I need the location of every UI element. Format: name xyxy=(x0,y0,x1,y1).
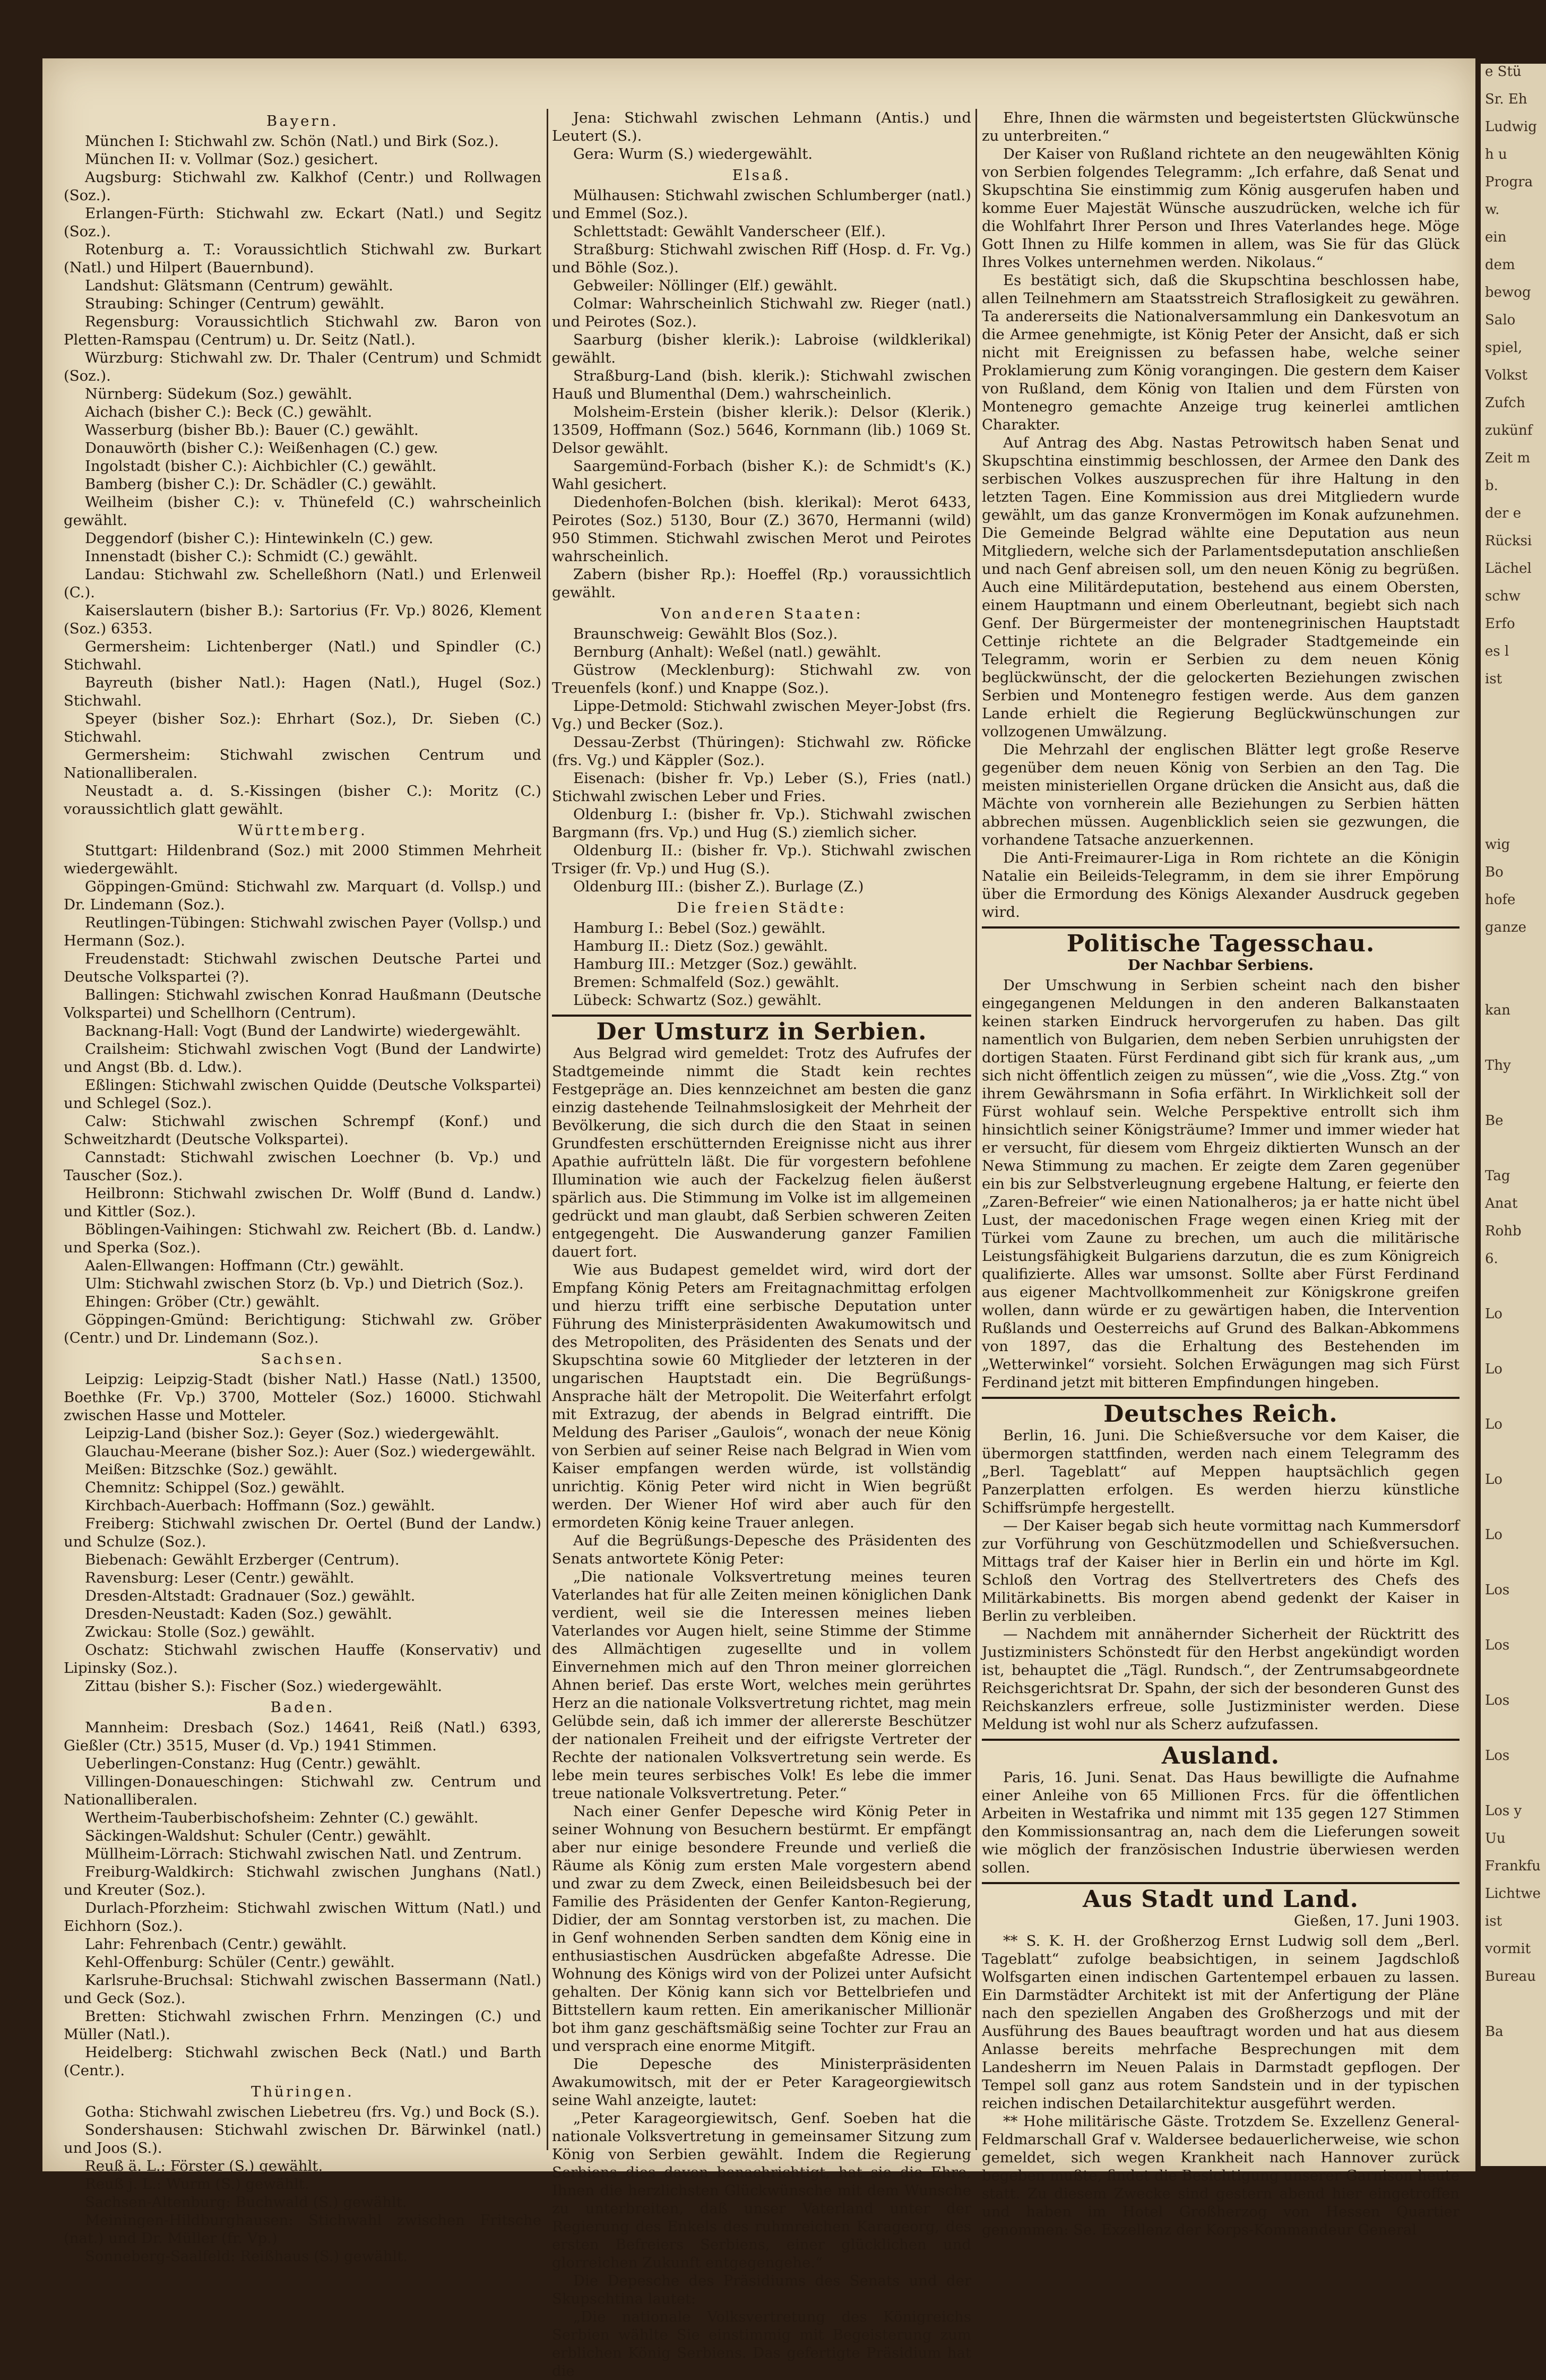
paragraph: — Der Kaiser begab sich heute vormittag nach Kummersdorf zur Vorführung von Geschützmodellen und Schießversuchen. Mittags traf der Kaiser hier in Berlin ein und hörte im Kgl. Schloß den Vortrag des Stellvertreters des Chefs des Militärkabinetts. Bis morgen abend gedenkt der Kaiser in Berlin zu verbleiben. xyxy=(982,1517,1459,1625)
paragraph: Chemnitz: Schippel (Soz.) gewählt. xyxy=(85,1479,345,1496)
paragraph: Säckingen-Waldshut: Schuler (Centr.) gewählt. xyxy=(85,1827,431,1844)
paragraph: Freiburg-Waldkirch: Stichwahl zwischen Junghans (Natl.) und Kreuter (Soz.). xyxy=(64,1863,541,1898)
article-body-reich xyxy=(982,1427,1459,1733)
section-heading-elsass: Elsaß. xyxy=(732,167,791,184)
paragraph: Zittau (bisher S.): Fischer (Soz.) wiedergewählt. xyxy=(85,1678,443,1695)
strip-text-fragment xyxy=(1481,754,1546,781)
paragraph: Germersheim: Lichtenberger (Natl.) und Spindler (C.) Stichwahl. xyxy=(64,638,541,673)
strip-text-fragment xyxy=(1481,1085,1546,1113)
strip-text-fragment: Lächel xyxy=(1485,561,1532,577)
paragraph: Bamberg (bisher C.): Dr. Schädler (C.) gewählt. xyxy=(85,476,437,493)
paragraph: Braunschweig: Gewählt Blos (Soz.). xyxy=(573,625,838,642)
paragraph: Erlangen-Fürth: Stichwahl zw. Eckart (Natl.) und Segitz (Soz.). xyxy=(64,205,541,240)
strip-text-fragment xyxy=(1481,1554,1546,1582)
paragraph: Ravensburg: Leser (Centr.) gewählt. xyxy=(85,1569,355,1586)
strip-text-fragment xyxy=(1481,2079,1546,2107)
strip-text-fragment: Lo xyxy=(1485,1361,1502,1377)
paragraph: Ulm: Stichwahl zwischen Storz (b. Vp.) und Dietrich (Soz.). xyxy=(85,1275,524,1292)
paragraph: Sondershausen: Stichwahl zwischen Dr. Bärwinkel (natl.) und Joos (S.). xyxy=(64,2121,541,2156)
wuerttemberg-list xyxy=(64,841,541,1347)
paragraph: Meißen: Bitzschke (Soz.) gewählt. xyxy=(85,1461,338,1478)
strip-text-fragment: Frankfu xyxy=(1485,1858,1541,1874)
strip-text-fragment: Progra xyxy=(1485,174,1533,190)
section-divider xyxy=(982,1739,1459,1741)
strip-text-fragment: Volkst xyxy=(1485,367,1527,383)
paragraph: Oschatz: Stichwahl zwischen Hauffe (Konservativ) und Lipinsky (Soz.). xyxy=(64,1642,541,1677)
paragraph: Die Depesche des Ministerpräsidenten Awakumowitsch, mit der er Peter Karageorgiewitsch seine Wahl anzeigte, lautet: xyxy=(552,2056,971,2109)
article-title-umsturz: Der Umsturz in Serbien. xyxy=(596,1018,927,1045)
paragraph: Dresden-Altstadt: Gradnauer (Soz.) gewählt. xyxy=(85,1587,416,1604)
paragraph: Straßburg: Stichwahl zwischen Riff (Hosp. d. Fr. Vg.) und Böhle (Soz.). xyxy=(552,241,971,276)
paragraph: Cannstadt: Stichwahl zwischen Loechner (b. Vp.) und Tauscher (Soz.). xyxy=(64,1149,541,1184)
paragraph: „Die nationale Volksvertretung des Königreichs Serbien wählte Sie einstimmig mit Begeisterung zum erblichen König Serbiens. Das gefertigte Präsidium hat die xyxy=(552,2308,971,2379)
paragraph: Berlin, 16. Juni. Die Schießversuche vor dem Kaiser, die übermorgen stattfinden, werden nach einem Telegramm des „Berl. Tageblatt“ auf Meppen hauptsächlich gegen Panzerplatten erfolgen. Es werden hierzu künstliche Schiffsrümpfe hergestellt. xyxy=(982,1427,1459,1516)
paragraph: Villingen-Donaueschingen: Stichwahl zw. Centrum und Nationalliberalen. xyxy=(64,1773,541,1808)
paragraph: Mannheim: Dresbach (Soz.) 14641, Reiß (Natl.) 6393, Gießler (Ctr.) 3515, Muser (d. Vp.) 1941 Stimmen. xyxy=(64,1719,541,1754)
strip-text-fragment: Lo xyxy=(1485,1472,1502,1488)
strip-text-fragment xyxy=(1481,1996,1546,2024)
section-heading-wuerttemberg: Württemberg. xyxy=(238,822,367,839)
paragraph: Regensburg: Voraussichtlich Stichwahl zw. Baron von Pletten-Ramspau (Centrum) u. Dr. Seitz (Natl.). xyxy=(64,313,541,348)
paragraph: Biebenach: Gewählt Erzberger (Centrum). xyxy=(85,1551,400,1568)
strip-text-fragment: Salo xyxy=(1485,312,1516,328)
section-title-ausland: Ausland. xyxy=(1161,1742,1280,1769)
paragraph: Böblingen-Vaihingen: Stichwahl zw. Reichert (Bb. d. Landw.) und Sperka (Soz.). xyxy=(64,1221,541,1256)
article-body-ausland xyxy=(982,1768,1459,1877)
paragraph: Nach einer Genfer Depesche wird König Peter in seiner Wohnung von Besuchern bestürmt. Er empfängt aber nur einige besondere Freunde und verließ die Räume als König zum ersten Male vorgestern abend und zwar zu dem Zweck, einen Beileidsbesuch bei der Familie des Präsidenten der Genfer Kanton-Regierung, Didier, der am Sonntag verstorben ist, zu machen. Die in Genf wohnenden Serben sandten dem König eine in enthusiastischen Ausdrücken abgefaßte Adresse. Die Wohnung des Königs wird von der Polizei unter Aufsicht gehalten. Der König kann sich vor Bettelbriefen und Bittstellern kaum retten. Ein amerikanischer Millionär bot ihm ganz geschäftsmäßig seine Tochter zur Frau an und versprach eine enorme Mitgift. xyxy=(552,1803,971,2055)
section-divider xyxy=(982,926,1459,929)
paragraph: Sonneberg-Saalfeld: Reißhaus (S.) gewählt. xyxy=(85,2248,408,2265)
article-body-stadt xyxy=(982,1932,1459,2239)
column-rule xyxy=(975,109,977,2150)
paragraph: Es bestätigt sich, daß die Skupschtina beschlossen habe, allen Teilnehmern am Staatsstreich Straflosigkeit zu gewähren. Ta andererseits die Nationalversammlung ein Dankesvotum an die Armee genehmigte, ist König Peter der Ansicht, daß er sich nicht mit Ereignissen zu befassen habe, welche seiner Proklamierung zum König vorangingen. Die gestern dem Kaiser von Rußland, dem König von Italien und dem Fürsten von Montenegro gemachte Anzeige trug keinerlei amtlichen Charakter. xyxy=(982,272,1459,433)
paragraph: Bayreuth (bisher Natl.): Hagen (Natl.), Hugel (Soz.) Stichwahl. xyxy=(64,674,541,709)
paragraph: ** S. K. H. der Großherzog Ernst Ludwig soll dem „Berl. Tageblatt“ zufolge beabsichtigen, in seinem Jagdschloß Wolfsgarten einen indischen Gartentempel erbauen zu lassen. Ein Darmstädter Architekt ist mit der Anfertigung der Pläne nach den speziellen Angaben des Großherzogs und mit der Ausführung des Baues beauftragt worden und hat aus diesem Anlasse bereits mehrfache Besprechungen mit dem Landesherrn im Neuen Palais in Darmstadt gepflogen. Der Tempel soll ganz aus rotem Sandstein und in der typischen reichen indischen Detailarchitektur ausgeführt werden. xyxy=(982,1932,1459,2112)
strip-text-fragment: ein xyxy=(1485,229,1507,245)
paragraph: Zwickau: Stolle (Soz.) gewählt. xyxy=(85,1623,315,1640)
paragraph: Dresden-Neustadt: Kaden (Soz.) gewählt. xyxy=(85,1605,392,1622)
sachsen-list xyxy=(64,1370,541,1695)
section-heading-bayern: Bayern. xyxy=(266,113,339,130)
article-body-politik xyxy=(982,976,1459,1391)
strip-text-fragment: es l xyxy=(1485,643,1509,659)
paragraph: Hamburg I.: Bebel (Soz.) gewählt. xyxy=(573,920,826,936)
strip-text-fragment: Be xyxy=(1485,1113,1504,1129)
paragraph: Aalen-Ellwangen: Hoffmann (Ctr.) gewählt. xyxy=(85,1257,404,1274)
paragraph: Aichach (bisher C.): Beck (C.) gewählt. xyxy=(85,403,373,420)
paragraph: Landau: Stichwahl zw. Schelleßhorn (Natl.) und Erlenweil (C.). xyxy=(64,566,541,601)
paragraph: Hamburg III.: Metzger (Soz.) gewählt. xyxy=(573,956,858,973)
strip-text-fragment: kan xyxy=(1485,1002,1511,1018)
strip-text-fragment xyxy=(1481,1389,1546,1416)
strip-text-fragment xyxy=(1481,2051,1546,2079)
paragraph: Deggendorf (bisher C.): Hintewinkeln (C.) gew. xyxy=(85,530,434,547)
paragraph: München I: Stichwahl zw. Schön (Natl.) und Birk (Soz.). xyxy=(85,133,499,150)
strip-text-fragment: e Stü xyxy=(1485,64,1522,80)
paragraph: Bernburg (Anhalt): Weßel (natl.) gewählt. xyxy=(573,643,882,660)
paragraph: Ballingen: Stichwahl zwischen Konrad Haußmann (Deutsche Volkspartei) und Schellhorn (Centrum). xyxy=(64,986,541,1021)
paragraph: Wertheim-Tauberbischofsheim: Zehnter (C.) gewählt. xyxy=(85,1809,479,1826)
paragraph: Aus Belgrad wird gemeldet: Trotz des Aufrufes der Stadtgemeinde nimmt die Stadt kein rechtes Festgepräge an. Dies kennzeichnet am besten die ganz einzig dastehende Teilnahmslosigkeit der Mehrheit der Bevölkerung, die sich durch die den Staat in seinen Grundfesten erschütternden Ereignisse nicht aus ihrer Apathie aufrütteln läßt. Die für vorgestern befohlene Illumination wie auch der Fackelzug fielen äußerst spärlich aus. Die Stimmung im Volke ist im allgemeinen gedrückt und man glaubt, daß Serbien schweren Zeiten entgegengeht. Die Auswanderung ganzer Familien dauert fort. xyxy=(552,1045,971,1260)
paragraph: Heilbronn: Stichwahl zwischen Dr. Wolff (Bund d. Landw.) und Kittler (Soz.). xyxy=(64,1185,541,1220)
strip-text-fragment xyxy=(1481,1140,1546,1168)
paragraph: Hamburg II.: Dietz (Soz.) gewählt. xyxy=(573,938,828,955)
paragraph: Saarburg (bisher klerik.): Labroise (wildklerikal) gewählt. xyxy=(552,331,971,366)
strip-text-fragment: Sr. Eh xyxy=(1485,91,1527,107)
strip-text-fragment: Lo xyxy=(1485,1416,1502,1432)
strip-text-fragment xyxy=(1481,947,1546,975)
paragraph: Zabern (bisher Rp.): Hoeffel (Rp.) voraussichtlich gewählt. xyxy=(552,566,971,601)
paragraph: Colmar: Wahrscheinlich Stichwahl zw. Rieger (natl.) und Peirotes (Soz.). xyxy=(552,295,971,330)
paragraph: Güstrow (Mecklenburg): Stichwahl zw. von Treuenfels (konf.) und Knappe (Soz.). xyxy=(552,661,971,697)
strip-text-fragment xyxy=(1481,699,1546,726)
section-divider xyxy=(982,1882,1459,1884)
strip-text-fragment xyxy=(1481,1444,1546,1472)
section-heading-thueringen: Thüringen. xyxy=(251,2083,354,2100)
paragraph: Diedenhofen-Bolchen (bish. klerikal): Merot 6433, Peirotes (Soz.) 5130, Bour (Z.) 3670, Hermanni (wild) 950 Stimmen. Stichwahl zwischen Merot und Peirotes wahrscheinlich. xyxy=(552,494,971,565)
thueringen-continued xyxy=(552,109,971,163)
column-rule xyxy=(547,109,548,2150)
paragraph: Mülhausen: Stichwahl zwischen Schlumberger (natl.) und Emmel (Soz.). xyxy=(552,187,971,222)
strip-text-fragment: Rücksi xyxy=(1485,533,1532,549)
paragraph: Lahr: Fehrenbach (Centr.) gewählt. xyxy=(85,1936,347,1953)
adjacent-page-strip xyxy=(1481,64,1546,2166)
paragraph: Auf die Begrüßungs-Depesche des Präsidenten des Senats antwortete König Peter: xyxy=(552,1532,971,1567)
paragraph: Oldenburg I.: (bisher fr. Vp.). Stichwahl zwischen Bargmann (frs. Vp.) und Hug (S.) ziemlich sicher. xyxy=(552,806,971,841)
freie-list xyxy=(552,919,971,1009)
paragraph: Göppingen-Gmünd: Berichtigung: Stichwahl zw. Gröber (Centr.) und Dr. Lindemann (Soz.). xyxy=(64,1311,541,1346)
strip-text-fragment: hofe xyxy=(1485,892,1516,908)
paragraph: Wasserburg (bisher Bb.): Bauer (C.) gewählt. xyxy=(85,422,419,439)
paragraph: Wie aus Budapest gemeldet wird, wird dort der Empfang König Peters am Freitagnachmittag erfolgen und hierzu trifft eine serbische Deputation unter Führung des Ministerpräsidenten Awakumowitsch und des Metropoliten, des Präsidenten des Senats und der Skupschtina sowie 60 Mitglieder der letzteren in der ungarischen Hauptstadt ein. Die Begrüßungs-Ansprache hält der Metropolit. Die Weiterfahrt erfolgt mit Extrazug, der abends in Belgrad eintrifft. Die Meldung des Pariser „Gaulois“, wonach der neue König von Serbien auf seiner Reise nach Belgrad in Wien vom Kaiser empfangen werden würde, ist vollständig unrichtig. König Peter wird nicht in Wien begrüßt werden. Der Wiener Hof wird aber auch für den ermordeten König keine Trauer anlegen. xyxy=(552,1261,971,1531)
paragraph: Gotha: Stichwahl zwischen Liebetreu (frs. Vg.) und Bock (S.). xyxy=(85,2103,540,2120)
section-title-reich: Deutsches Reich. xyxy=(1103,1400,1338,1428)
paragraph: Schlettstadt: Gewählt Vanderscheer (Elf.). xyxy=(573,223,886,240)
paragraph: Meiningen-Hildburghausen: Stichwahl zwischen Fritsche (nat.) und Dr. Müller (fr. Vp.) xyxy=(64,2212,541,2247)
thueringen-list xyxy=(64,2103,541,2265)
paragraph: Ehingen: Gröber (Ctr.) gewählt. xyxy=(85,1293,320,1310)
strip-text-fragment xyxy=(1481,1665,1546,1692)
paragraph: Weilheim (bisher C.): v. Thünefeld (C.) wahrscheinlich gewählt. xyxy=(64,494,541,529)
strip-text-fragment: h u xyxy=(1485,147,1507,162)
paragraph: Speyer (bisher Soz.): Ehrhart (Soz.), Dr. Sieben (C.) Stichwahl. xyxy=(64,710,541,745)
paragraph: Backnang-Hall: Vogt (Bund der Landwirte) wiedergewählt. xyxy=(85,1023,521,1039)
strip-text-fragment: Lo xyxy=(1485,1306,1502,1322)
column-election-results-2 xyxy=(552,109,971,2379)
column-election-results-1 xyxy=(64,109,541,2265)
paragraph: Der Kaiser von Rußland richtete an den neugewählten König von Serbien folgendes Telegramm: „Ich erfahre, daß Senat und Skupschtina Sie einstimmig zum König ausgerufen haben und komme Euer Majestät Wünsche auszudrücken, welche ich für die Wohlfahrt Ihrer Person und Ihres Vaterlandes hege. Möge Gott Ihnen zu Hilfe kommen in allem, was Sie für das Glück Ihres Volkes unternehmen werden. Nikolaus.“ xyxy=(982,145,1459,271)
paragraph: Germersheim: Stichwahl zwischen Centrum und Nationalliberalen. xyxy=(64,746,541,781)
strip-text-fragment: Thy xyxy=(1485,1058,1511,1073)
paragraph: Donauwörth (bisher C.): Weißenhagen (C.) gew. xyxy=(85,440,438,457)
strip-text-fragment: Bureau xyxy=(1485,1969,1536,1984)
paragraph: München II: v. Vollmar (Soz.) gesichert. xyxy=(85,151,378,168)
strip-text-fragment: der e xyxy=(1485,505,1522,521)
strip-text-fragment: Tag xyxy=(1485,1168,1510,1184)
section-divider xyxy=(982,1397,1459,1399)
paragraph: Stuttgart: Hildenbrand (Soz.) mit 2000 Stimmen Mehrheit wiedergewählt. xyxy=(64,842,541,877)
paragraph: Gebweiler: Nöllinger (Elf.) gewählt. xyxy=(573,277,838,294)
paragraph: Kaiserslautern (bisher B.): Sartorius (Fr. Vp.) 8026, Klement (Soz.) 6353. xyxy=(64,602,541,637)
paragraph: Augsburg: Stichwahl zw. Kalkhof (Centr.) und Rollwagen (Soz.). xyxy=(64,169,541,204)
strip-text-fragment: schw xyxy=(1485,588,1521,604)
strip-text-fragment: Ludwig xyxy=(1485,119,1537,135)
paragraph: Müllheim-Lörrach: Stichwahl zwischen Natl. und Zentrum. xyxy=(85,1845,522,1862)
paragraph: Karlsruhe-Bruchsal: Stichwahl zwischen Bassermann (Natl.) und Geck (Soz.). xyxy=(64,1972,541,2007)
strip-text-fragment: zukünf xyxy=(1485,423,1533,439)
section-title-stadt: Aus Stadt und Land. xyxy=(1083,1886,1359,1913)
paragraph: Eßlingen: Stichwahl zwischen Quidde (Deutsche Volkspartei) und Schlegel (Soz.). xyxy=(64,1077,541,1112)
paragraph: Bremen: Schmalfeld (Soz.) gewählt. xyxy=(573,974,840,991)
strip-text-fragment: Los xyxy=(1485,1582,1510,1598)
paragraph: Durlach-Pforzheim: Stichwahl zwischen Wittum (Natl.) und Eichhorn (Soz.). xyxy=(64,1900,541,1935)
paragraph: Reuß j. L.: Wurm (S.) gewählt. xyxy=(85,2176,309,2193)
paragraph: Straßburg-Land (bish. klerik.): Stichwahl zwischen Hauß und Blumenthal (Dem.) wahrscheinlich. xyxy=(552,367,971,402)
paragraph: Der Umschwung in Serbien scheint nach den bisher eingegangenen Meldungen in den anderen Balkanstaaten keinen starken Eindruck hervorgerufen zu haben. Das gilt namentlich von Bulgarien, dem neben Serbien unruhigsten der dortigen Staaten. Fürst Ferdinand gibt sich für krank aus, „um sich nicht öffentlich zeigen zu müssen“, wie die „Voss. Ztg.“ von ihrem Gewährsmann in Sofia erfährt. In Wirklichkeit soll der Fürst wohlauf sein. Welche Perspektive entrollt sich ihm hinsichtlich seiner Königsträume? Immer und immer wieder hat er versucht, für diesem vom Ehrgeiz diktierten Wunsch an der Newa Stimmung zu machen. Er zeigte dem Zaren gegenüber ein bis zur Selbstverleugnung ergebene Haltung, er feierte den „Zaren-Befreier“ wie einen Nationalheros; ja er hatte nicht übel Lust, der macedonischen Frage wegen einen Krieg mit der Türkei vom Zaune zu brechen, um auch die militärische Leistungsfähigkeit Bulgariens darzutun, die es zum Königreich qualifizierte. Alles war umsonst. Sollte aber Fürst Ferdinand aus eigener Machtvollkommenheit zur Königskrone greifen wollen, dann würde er zu gewärtigen haben, die Intervention Rußlands und Oesterreichs auf Grund des Balkan-Abkommens von 1897, das die Erhaltung des Bestehenden im „Wetterwinkel“ vorsieht. Solchen Erwägungen mag sich Fürst Ferdinand jetzt mit bitteren Empfindungen hingeben. xyxy=(982,977,1459,1391)
baden-list xyxy=(64,1719,541,2080)
paragraph: Freudenstadt: Stichwahl zwischen Deutsche Partei und Deutsche Volkspartei (?). xyxy=(64,950,541,985)
strip-text-fragment: Anat xyxy=(1485,1196,1518,1212)
paragraph: Die Anti-Freimaurer-Liga in Rom richtete an die Königin Natalie ein Beileids-Telegramm, in dem sie ihrer Empörung über die Ermordung des Königs Alexander Ausdruck gegeben wird. xyxy=(982,849,1459,921)
strip-text-fragment xyxy=(1481,1278,1546,1306)
article-body-umsturz xyxy=(552,1044,971,2380)
strip-text-fragment xyxy=(1481,975,1546,1002)
andere-list xyxy=(552,625,971,896)
paragraph: Reuß ä. L.: Förster (S.) gewählt. xyxy=(85,2158,323,2175)
strip-text-fragment xyxy=(1481,2107,1546,2134)
strip-text-fragment: b. xyxy=(1485,478,1498,494)
section-heading-andere: Von anderen Staaten: xyxy=(660,605,863,622)
paragraph: Ingolstadt (bisher C.): Aichbichler (C.) gewählt. xyxy=(85,458,437,475)
strip-text-fragment xyxy=(1481,1334,1546,1361)
dateline: Gießen, 17. Juni 1903. xyxy=(1293,1912,1459,1929)
paragraph: Landshut: Glätsmann (Centrum) gewählt. xyxy=(85,277,393,294)
strip-text-fragment: Los xyxy=(1485,1748,1510,1764)
paragraph: Auf Antrag des Abg. Nastas Petrowitsch haben Senat und Skupschtina einstimmig beschlossen, der Armee den Dank des serbischen Volkes auszusprechen für ihre Haltung in den letzten Tagen. Eine Kommission aus drei Mitgliedern wurde gewählt, um das ganze Kronvermögen im Konak aufzunehmen. Die Gemeinde Belgrad wählte eine Deputation aus neun Mitgliedern, welche sich der Parlamentsdeputation anschließen und nach Genf abreisen soll, um den neuen König zu begrüßen. Auch eine Militärdeputation, bestehend aus einem Obersten, einem Hauptmann und einem Oberleutnant, begiebt sich nach Genf. Der Bürgermeister der montenegrinischen Hauptstadt Cettinje richtete an die Belgrader Stadtgemeinde ein Telegramm, worin er Serbien zu dem neuen König beglückwünscht, der die gelockerten Beziehungen zwischen Serbien und Montenegro festigen werde. Aus dem ganzen Lande erhielt die Regierung Beglückwünschungen zur vollzogenen Umwälzung. xyxy=(982,434,1459,740)
paragraph: Gera: Wurm (S.) wiedergewählt. xyxy=(573,145,813,162)
strip-text-fragment: Lo xyxy=(1485,1527,1502,1543)
paragraph: Freiberg: Stichwahl zwischen Dr. Oertel (Bund der Landw.) und Schulze (Soz.). xyxy=(64,1515,541,1550)
article-subtitle-nachbar: Der Nachbar Serbiens. xyxy=(1127,957,1314,974)
paragraph: Oldenburg III.: (bisher Z.). Burlage (Z.) xyxy=(573,878,864,895)
paragraph: Straubing: Schinger (Centrum) gewählt. xyxy=(85,295,385,312)
paragraph: „Die nationale Volksvertretung meines teuren Vaterlandes hat für alle Zeiten meinen königlichen Dank verdient, weil sie die Interessen meines lieben Vaterlandes vor Augen hielt, seine Stimme der Stimme des Allmächtigen zugesellte und in vollem Einvernehmen mich auf den Thron meiner glorreichen Ahnen berief. Das erste Wort, welches mein gerührtes Herz an die nationale Volksvertretung richtet, mag mein Gelübde sein, daß ich immer der allererste Beschützer der nationalen Freiheit und der eifrigste Vertreter der Rechte der nationalen Volksvertretung sein werde. Es lebe mein teures serbisches Volk! Es lebe die immer treue nationale Volksvertretung. Peter.“ xyxy=(552,1568,971,1802)
paragraph: Rotenburg a. T.: Voraussichtlich Stichwahl zw. Burkart (Natl.) und Hilpert (Bauernbund). xyxy=(64,241,541,276)
section-heading-baden: Baden. xyxy=(270,1699,335,1716)
paragraph: „Peter Karageorgiewitsch, Genf. Soeben hat die nationale Volksvertretung in gemeinsamer Sitzung zum König von Serbien gewählt. Indem die Regierung Serbiens dies davon benachrichtigt, hat sie die Ehre, Ihnen die herzlichsten Glückwünsche mit dem Wunsche zu unterbreiten, daß unser Vaterland unter der Regierung des Enkels des ruhmreichen Karageorg, des ersten Befreiers Serbiens, einer glücklichen und glorreichen Zukunft entgegengehe.“ xyxy=(552,2110,971,2271)
paragraph: Bretten: Stichwahl zwischen Frhrn. Menzingen (C.) und Müller (Natl.). xyxy=(64,2008,541,2043)
strip-text-fragment xyxy=(1481,726,1546,754)
strip-text-fragment: Zeit m xyxy=(1485,450,1531,466)
section-heading-freie: Die freien Städte: xyxy=(677,899,847,916)
section-heading-sachsen: Sachsen. xyxy=(261,1351,344,1368)
paragraph: Göppingen-Gmünd: Stichwahl zw. Marquart (d. Vollsp.) und Dr. Lindemann (Soz.). xyxy=(64,878,541,913)
paragraph: Würzburg: Stichwahl zw. Dr. Thaler (Centrum) und Schmidt (Soz.). xyxy=(64,349,541,384)
strip-text-fragment: bewog xyxy=(1485,285,1531,300)
paragraph: Saargemünd-Forbach (bisher K.): de Schmidt's (K.) Wahl gesichert. xyxy=(552,458,971,493)
paragraph: Nürnberg: Südekum (Soz.) gewählt. xyxy=(85,385,352,402)
strip-text-fragment xyxy=(1481,781,1546,809)
paragraph: Dessau-Zerbst (Thüringen): Stichwahl zw. Röficke (frs. Vg.) und Käppler (Soz.). xyxy=(552,734,971,769)
paragraph: Leipzig-Land (bisher Soz.): Geyer (Soz.) wiedergewählt. xyxy=(85,1425,499,1442)
paragraph: Heidelberg: Stichwahl zwischen Beck (Natl.) und Barth (Centr.). xyxy=(64,2044,541,2079)
strip-text-fragment: Los xyxy=(1485,1637,1510,1653)
paragraph: Ueberlingen-Constanz: Hug (Centr.) gewählt. xyxy=(85,1755,421,1772)
paragraph: Kehl-Offenburg: Schüler (Centr.) gewählt. xyxy=(85,1954,395,1971)
paragraph: — Nachdem mit annähernder Sicherheit der Rücktritt des Justizministers Schönstedt für den Herbst angekündigt worden ist, behauptet die „Tägl. Rundsch.“, der Zentrumsabgeordnete Reichsgerichtsrat Dr. Spahn, der sich der besonderen Gunst des Reichskanzlers erfreue, solle Justizminister werden. Diese Meldung ist wohl nur als Scherz aufzufassen. xyxy=(982,1626,1459,1733)
paragraph: Sachsen-Altenburg: Buchwald (S.) gewählt. xyxy=(85,2194,407,2211)
strip-text-fragment: wig xyxy=(1485,837,1510,853)
newspaper-page xyxy=(42,58,1475,2379)
strip-text-fragment: Rohb xyxy=(1485,1223,1522,1239)
strip-text-fragment: Erfo xyxy=(1485,616,1515,632)
strip-text-fragment: dem xyxy=(1485,257,1515,273)
paragraph: Kirchbach-Auerbach: Hoffmann (Soz.) gewählt. xyxy=(85,1497,435,1514)
section-title-politik: Politische Tagesschau. xyxy=(1066,930,1375,957)
strip-text-fragment: Los y xyxy=(1485,1803,1522,1819)
strip-text-fragment xyxy=(1481,1775,1546,1803)
strip-text-fragment: ist xyxy=(1485,1913,1502,1929)
paragraph: Neustadt a. d. S.-Kissingen (bisher C.): Moritz (C.) voraussichtlich glatt gewählt. xyxy=(64,783,541,818)
paragraph: Calw: Stichwahl zwischen Schrempf (Konf.) und Schweitzhardt (Deutsche Volkspartei). xyxy=(64,1113,541,1148)
strip-text-fragment xyxy=(1481,1030,1546,1058)
strip-text-fragment: Bo xyxy=(1485,864,1504,880)
section-divider xyxy=(552,1015,971,1017)
paragraph: Innenstadt (bisher C.): Schmidt (C.) gewählt. xyxy=(85,548,418,565)
strip-text-fragment xyxy=(1481,1720,1546,1748)
bayern-list xyxy=(64,132,541,818)
strip-text-fragment: Lichtwe xyxy=(1485,1886,1541,1902)
column-news xyxy=(982,109,1459,2238)
strip-text-fragment: Los xyxy=(1485,1692,1510,1708)
strip-text-fragment: 6. xyxy=(1485,1251,1498,1267)
paragraph: Lippe-Detmold: Stichwahl zwischen Meyer-Jobst (frs. Vg.) und Becker (Soz.). xyxy=(552,698,971,733)
strip-text-fragment xyxy=(1481,809,1546,837)
paragraph: Die Depesche des Präsidiums des Senats und der Skupschtina lautet: xyxy=(552,2272,971,2307)
paragraph: Lübeck: Schwartz (Soz.) gewählt. xyxy=(573,992,822,1009)
strip-text-fragment: Zufch xyxy=(1485,395,1525,411)
strip-text-fragment: Ba xyxy=(1485,2024,1504,2040)
strip-text-fragment: vormit xyxy=(1485,1941,1531,1957)
paragraph: ** Hohe militärische Gäste. Trotzdem Se. Exzellenz General-Feldmarschall Graf v. Waldersee bedauerlicherweise, wie schon gemeldet, sich wegen Krankheit nach Hannover zurück begeben mußte, findet die Besichtigung unserer Garnison heute statt. Zu diesem Zwecke sind gestern abend hier eingetroffen und haben im Hotel Großherzog von Hessen Quartier genommen: Se. Exzellenz der Korps-Kommandeur General xyxy=(982,2113,1459,2238)
paragraph: Die Mehrzahl der englischen Blätter legt große Reserve gegenüber dem neuen König von Serbien an den Tag. Die meisten ministeriellen Organe drücken die Ansicht aus, daß die Mächte von vornherein alle Beziehungen zu Serbien hätten abbrechen müssen. Augenblicklich seien sie gezwungen, die vorhandene Tatsache anzuerkennen. xyxy=(982,741,1459,848)
strip-text-fragment: ganze xyxy=(1485,920,1526,935)
paragraph: Jena: Stichwahl zwischen Lehmann (Antis.) und Leutert (S.). xyxy=(552,109,971,144)
paragraph: Glauchau-Meerane (bisher Soz.): Auer (Soz.) wiedergewählt. xyxy=(85,1443,536,1460)
strip-text-fragment xyxy=(1481,1499,1546,1527)
paragraph: Crailsheim: Stichwahl zwischen Vogt (Bund der Landwirte) und Angst (Bb. d. Ldw.). xyxy=(64,1041,541,1076)
paragraph: Reutlingen-Tübingen: Stichwahl zwischen Payer (Vollsp.) und Hermann (Soz.). xyxy=(64,914,541,949)
strip-text-fragment xyxy=(1481,1610,1546,1637)
paragraph: Molsheim-Erstein (bisher klerik.): Delsor (Klerik.) 13509, Hoffmann (Soz.) 5646, Kornmann (lib.) 1069 St. Delsor gewählt. xyxy=(552,403,971,457)
elsass-list xyxy=(552,186,971,602)
strip-text-fragment: ist xyxy=(1485,671,1502,687)
paragraph: Paris, 16. Juni. Senat. Das Haus bewilligte die Aufnahme einer Anleihe von 65 Millionen Frcs. für die öffentlichen Arbeiten in Westafrika und nimmt mit 135 gegen 127 Stimmen den Kommissionsantrag an, nach dem die Lieferungen soweit wie möglich der französischen Industrie überwiesen werden sollen. xyxy=(982,1769,1459,1876)
strip-text-fragment: w. xyxy=(1485,202,1500,218)
strip-text-fragment: spiel, xyxy=(1485,340,1523,356)
paragraph: Eisenach: (bisher fr. Vp.) Leber (S.), Fries (natl.) Stichwahl zwischen Leber und Fries. xyxy=(552,770,971,805)
paragraph: Ehre, Ihnen die wärmsten und begeistertsten Glückwünsche zu unterbreiten.“ xyxy=(982,109,1459,144)
strip-text-fragment: Uu xyxy=(1485,1831,1506,1846)
paragraph: Leipzig: Leipzig-Stadt (bisher Natl.) Hasse (Natl.) 13500, Boethke (Fr. Vp.) 3700, Motteler (Soz.) 16000. Stichwahl zwischen Hasse und Motteler. xyxy=(64,1371,541,1424)
umsturz-continued xyxy=(982,109,1459,921)
paragraph: Oldenburg II.: (bisher fr. Vp.). Stichwahl zwischen Trsiger (fr. Vp.) und Hug (S.). xyxy=(552,842,971,877)
